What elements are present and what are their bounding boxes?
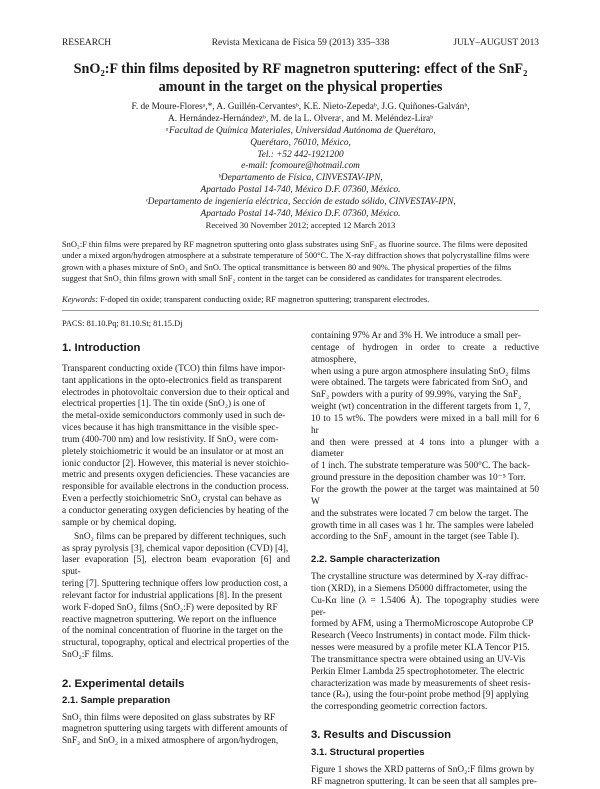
paragraph: [311, 572, 539, 714]
text-line: ionic conductor [2]. However, this material is never stoichio-: [62, 458, 289, 469]
text-line: and the substrates were located 7 cm below the target. The: [311, 508, 529, 519]
text-line: SnO₂:F films.: [62, 650, 114, 661]
text-line: of the nominal concentration of fluorine in the target on the: [62, 626, 283, 637]
divider: [62, 310, 539, 311]
abstract-line: SnO₂:F thin films were prepared by RF magnetron sputtering onto glass substrates using SnF₂ as fluorine source. The films were deposited: [62, 240, 528, 249]
section-heading-results: 3. Results and Discussion: [311, 729, 451, 742]
title-line-2: amount in the target on the physical properties: [158, 79, 443, 95]
text-line: RF magnetron sputtering. It can be seen that all samples pre-: [311, 776, 537, 787]
text-line: nesses were measured by a profile meter KLA Tencor P15.: [311, 643, 530, 654]
text-line: magnetron sputtering using targets with different amounts of: [62, 724, 288, 735]
text-line: Perkin Elmer Lambda 25 spectrophotometer. The electric: [311, 666, 525, 677]
text-line: when using a pure argon atmosphere insulating SnO₂ films: [311, 366, 530, 377]
affiliation-b-line-1: ᵇDepartamento de Física, CINVESTAV-IPN,: [218, 173, 383, 184]
affiliation-a-line-1: ᵃFacultad de Química Materiales, Universidad Autónoma de Querétaro,: [165, 126, 436, 136]
authors-line-2: A. Hernández-Hernándezᵇ, M. de la L. Olveraᶜ, and M. Meléndez-Liraᵇ: [168, 113, 433, 124]
header-journal: Revista Mexicana de Física 59 (2013) 335–338: [211, 38, 390, 48]
text-line: Figure 1 shows the XRD patterns of SnO₂:F films grown by: [311, 764, 535, 775]
authors: [62, 102, 539, 126]
text-line: were obtained. The targets were fabricated from SnO₂ and: [311, 378, 528, 389]
text-line: work F-doped SnO₂ films (SnO₂:F) were deposited by RF: [62, 602, 278, 613]
text-line: Cu-Kα line (λ = 1.5406 Å). The topography studies were per-: [311, 595, 539, 618]
text-line: and then were pressed at 4 tons into a plunger with a diameter: [311, 437, 539, 460]
text-line: ground pressure in the deposition chamber was 10⁻⁵ Torr.: [311, 473, 526, 484]
header-section: RESEARCH: [62, 38, 111, 48]
paragraph: [62, 364, 290, 530]
running-header: [62, 38, 539, 50]
abstract-line: under a mixed argon/hydrogen atmosphere at a substrate temperature of 500°C. The X-ray diffraction shows that polycrystalline films were: [62, 251, 530, 261]
header-date: JULY–AUGUST 2013: [453, 38, 539, 48]
text-line: electrodes in photovoltaic conversion due to their optical and: [62, 387, 290, 398]
affiliations: [62, 126, 539, 220]
keywords-label: Keywords:: [62, 295, 98, 304]
text-line: pletely stoichiometric it would be an insulator or at most an: [62, 446, 284, 457]
subsection-heading-structural: 3.1. Structural properties: [311, 747, 425, 758]
affiliation-a-line-2: Querétaro, 76010, México,: [250, 137, 351, 148]
section-heading-introduction: 1. Introduction: [62, 342, 141, 354]
subsection-heading-sample-preparation: 2.1. Sample preparation: [62, 694, 171, 706]
text-line: 10 to 15 wt%. The powders were mixed in a ball mill for 6 hr: [311, 413, 539, 436]
paragraph: [311, 331, 539, 544]
paragraph: [311, 765, 539, 789]
keywords: [62, 294, 539, 305]
paragraph: [62, 532, 290, 662]
text-line: as spray pyrolysis [3], chemical vapor deposition (CVD) [4],: [62, 543, 289, 554]
text-line: Transparent conducting oxide (TCO) thin films have impor-: [62, 363, 286, 374]
section-heading-experimental: 2. Experimental details: [62, 677, 185, 690]
affiliation-c-line-2: Apartado Postal 14-740, México D.F. 07360, México.: [200, 208, 401, 219]
affiliation-b-line-2: Apartado Postal 14-740, México D.F. 07360, México.: [200, 184, 401, 195]
text-line: The crystalline structure was determined by X-ray diffrac-: [311, 572, 528, 583]
text-line: containing 97% Ar and 3% H. We introduce a small per-: [311, 331, 521, 341]
text-line: electrical properties [1]. The tin oxide (SnO₂) is one of: [62, 399, 266, 410]
pacs-codes: PACS: 81.10.Pq; 81.10.St; 81.15.Dj: [62, 319, 183, 328]
left-column: [62, 343, 290, 748]
abstract-line: suggest that SnO₂ thin films grown with small SnF₂ content in the target can be considered as candidates for transparent electrodes.: [62, 273, 502, 283]
keywords-text: F-doped tin oxide; transparent conducting oxide; RF magnetron sputtering; transparent electrodes.: [97, 295, 430, 304]
text-line: tant applications in the opto-electronics field as transparent: [62, 375, 282, 386]
text-line: responsible for available electrons in the conduction process.: [62, 482, 289, 493]
text-line: the metal-oxide semiconductors commonly used in such de-: [62, 411, 286, 422]
right-column: [311, 331, 539, 789]
paragraph: [62, 713, 290, 749]
text-line: of 1 inch. The substrate temperature was 500°C. The back-: [311, 461, 530, 472]
subsection-heading-sample-characterization: 2.2. Sample characterization: [311, 554, 441, 566]
authors-line-1: F. de Moure-Floresᵃ,*, A. Guillén-Cervantesᵇ, K.E. Nieto-Zepedaᵇ, J.G. Quiñones-Galvánᵇ,: [131, 102, 470, 112]
text-line: SnF₂ powders with a purity of 99.99%, varying the SnF₂: [311, 390, 522, 401]
text-line: characterization was made by measurements of sheet resis-: [311, 678, 531, 689]
text-line: tion (XRD), in a Siemens D5000 diffractometer, using the: [311, 583, 527, 594]
text-line: SnO₂ films can be prepared by different techniques, such: [74, 531, 286, 542]
text-line: Even a perfectly stoichiometric SnO₂ crystal can behave as: [62, 494, 282, 505]
text-line: according to the SnF₂ amount in the target (see Table I).: [311, 532, 520, 543]
text-line: formed by AFM, using a ThermoMicroscope Autoprobe CP: [311, 619, 534, 630]
affiliation-a-email: e-mail: fcomoure@hotmail.com: [241, 161, 360, 172]
text-line: tering [7]. Sputtering technique offers low production cost, a: [62, 579, 288, 590]
text-line: trum (400-700 nm) and low resistivity. If SnO₂ were com-: [62, 434, 279, 445]
text-line: SnF₂ and SnO₂ in a mixed atmosphere of argon/hydrogen,: [62, 736, 279, 747]
text-line: vices because it has high transmittance in the visible spec-: [62, 423, 279, 434]
text-line: the corresponding geometric correction factors.: [311, 702, 488, 713]
text-line: sample or by chemical doping.: [62, 517, 177, 528]
text-line: weight (wt) concentration in the different targets from 1, 7,: [311, 402, 531, 413]
text-line: structural, topography, optical and electrical properties of the: [62, 638, 289, 649]
paper-title: [62, 60, 539, 96]
affiliation-c-line-1: ᶜDepartamento de ingeniería eléctrica, Sección de estado sólido, CINVESTAV-IPN,: [145, 196, 456, 207]
abstract-line: grown with a phases mixture of SnO₂ and SnO. The optical transmittance is between 80 and 90%. The physical properties of the films: [62, 262, 512, 272]
affiliation-a-line-3: Tel.: +52 442-1921200: [257, 149, 344, 160]
text-line: Research (Veeco Instruments) in contact mode. Film thick-: [311, 631, 531, 642]
received-dates: Received 30 November 2012; accepted 12 March 2013: [205, 220, 396, 230]
text-line: SnO₂ thin films were deposited on glass substrates by RF: [62, 712, 276, 723]
text-line: The transmittance spectra were obtained using an UV-Vis: [311, 654, 526, 665]
text-line: metric and presents oxygen deficiencies. These vacancies are: [62, 470, 290, 481]
text-line: For the growth the power at the target was maintained at 50 W: [311, 484, 539, 507]
text-line: a conductor generating oxygen deficiencies by heating of the: [62, 505, 289, 516]
text-line: relevant factor for industrial applications [8]. In the present: [62, 590, 283, 601]
text-line: centage of hydrogen in order to create a reductive atmosphere,: [311, 342, 539, 365]
text-line: laser evaporation [5], electron beam evaporation [6] and sput-: [62, 555, 290, 578]
text-line: growth time in all cases was 1 hr. The samples were labeled: [311, 520, 534, 531]
text-line: tance (Rₛ), using the four-point probe method [9] applying: [311, 690, 529, 701]
title-line-1: SnO₂:F thin films deposited by RF magnetron sputtering: effect of the SnF₂: [73, 61, 528, 77]
text-line: reactive magnetron sputtering. We report on the influence: [62, 614, 277, 625]
abstract: [62, 239, 539, 284]
